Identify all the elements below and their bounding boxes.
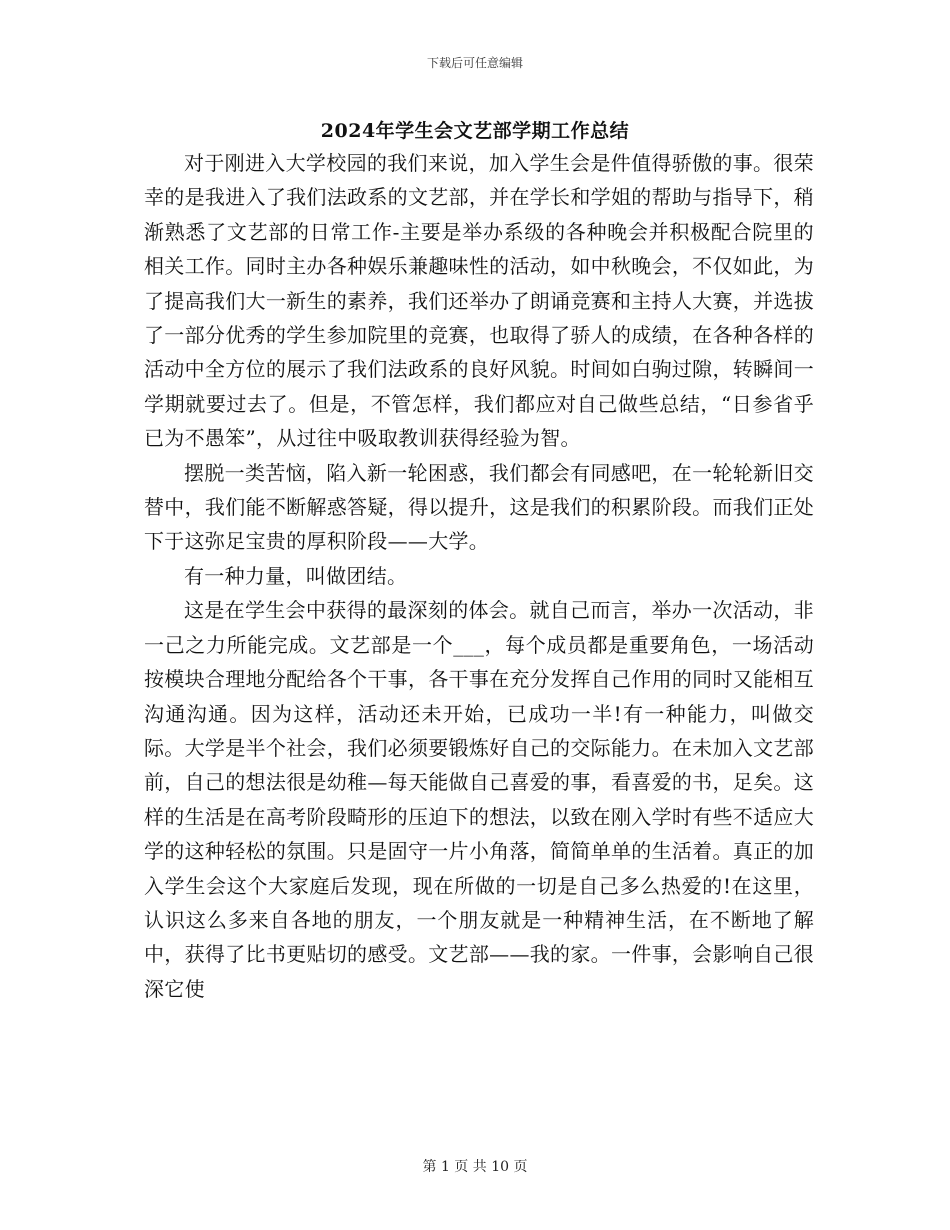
paragraph-confusion: 摆脱一类苦恼，陷入新一轮困惑，我们都会有同感吧，在一轮轮新旧交替中，我们能不断解惑答疑，得以提升，这是我们的积累阶段。而我们正处下于这弥足宝贵的厚积阶段——大学。 (144, 460, 814, 554)
paragraph-experience: 这是在学生会中获得的最深刻的体会。就自己而言，举办一次活动，非一己之力所能完成。文艺部是一个___，每个成员都是重要角色，一场活动按模块合理地分配给各个干事，各干事在充分发挥自己作用的同时又能相互沟通沟通。因为这样，活动还未开始，已成功一半!有一种能力，叫做交际。大学是半个社会，我们必须要锻炼好自己的交际能力。在未加入文艺部前，自己的想法很是幼稚—每天能做自己喜爱的事，看喜爱的书，足矣。这样的生活是在高考阶段畸形的压迫下的想法，以致在刚入学时有些不适应大学的这种轻松的氛围。只是固守一片小角落，简简单单的生活着。真正的加入学生会这个大家庭后发现，现在所做的一切是自己多么热爱的!在这里，认识这么多来自各地的朋友，一个朋友就是一种精神生活，在不断地了解中，获得了比书更贴切的感受。文艺部——我的家。一件事，会影响自己很深它使 (144, 598, 814, 1001)
document-body (144, 146, 814, 1006)
page-indicator: 第 1 页 共 10 页 (422, 1159, 528, 1175)
paragraph-unity-heading: 有一种力量，叫做团结。 (184, 563, 408, 588)
header-note: 下载后可任意编辑 (426, 56, 523, 70)
document-title: 2024年学生会文艺部学期工作总结 (320, 120, 630, 142)
paragraph-intro: 对于刚进入大学校园的我们来说，加入学生会是件值得骄傲的事。很荣幸的是我进入了我们法政系的文艺部，并在学长和学姐的帮助与指导下，稍渐熟悉了文艺部的日常工作-主要是举办系级的各种晚会并积极配合院里的相关工作。同时主办各种娱乐兼趣味性的活动，如中秋晚会，不仅如此，为了提高我们大一新生的素养，我们还举办了朗诵竞赛和主持人大赛，并选拔了一部分优秀的学生参加院里的竞赛，也取得了骄人的成绩，在各种各样的活动中全方位的展示了我们法政系的良好风貌。时间如白驹过隙，转瞬间一学期就要过去了。但是，不管怎样，我们都应对自己做些总结，“日参省乎已为不愚笨”，从过往中吸取教训获得经验为智。 (144, 151, 814, 451)
